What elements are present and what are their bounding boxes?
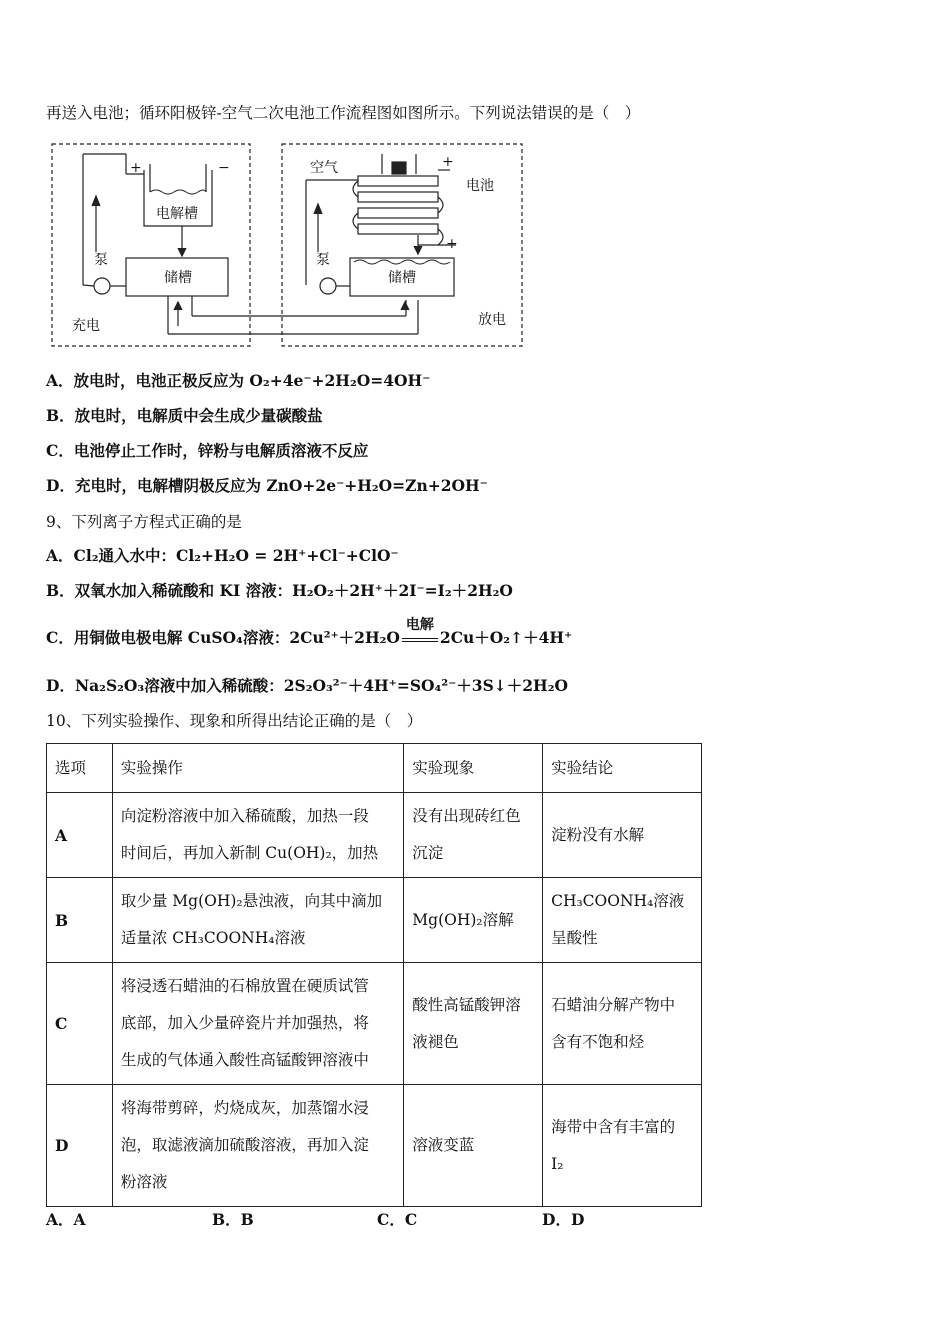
air-label: 空气 [310, 160, 338, 176]
answer-choice-a[interactable]: A．A [46, 1210, 86, 1229]
q9-option-c: C．用铜做电极电解 CuSO₄溶液：2Cu²⁺＋2H₂O 电解 2Cu＋O₂↑＋4H⁺ [46, 617, 573, 647]
table-row: C 将浸透石蜡油的石棉放置在硬质试管 底部，加入少量碎瓷片并加强热，将 生成的气体通入酸性高锰酸钾溶液中 酸性高锰酸钾溶 液褪色 石蜡油分解产物中 含有不饱和烃 [47, 963, 702, 1085]
answer-choice-c[interactable]: C．C [377, 1210, 418, 1229]
answer-choice-b[interactable]: B．B [212, 1210, 254, 1229]
charging-caption: 充电 [72, 318, 100, 334]
table-row: D 将海带剪碎，灼烧成灰，加蒸馏水浸 泡，取滤液滴加硫酸溶液，再加入淀 粉溶液 溶液变蓝 海带中含有丰富的 I₂ [47, 1085, 702, 1207]
q10-stem: 10、下列实验操作、现象和所得出结论正确的是（ ） [46, 712, 423, 730]
q8-option-d: D．充电时，电解槽阴极反应为 ZnO+2e⁻+H₂O=Zn+2OH⁻ [46, 476, 488, 495]
right-storage-label: 储槽 [388, 270, 416, 286]
plus-sign: + [130, 160, 142, 176]
plus-sign-bottom: + [446, 236, 458, 252]
q9-option-a: A．Cl₂通入水中：Cl₂+H₂O = 2H⁺+Cl⁻+ClO⁻ [46, 546, 399, 565]
table-row: B 取少量 Mg(OH)₂悬浊液，向其中滴加 适量浓 CH₃COONH₄溶液 Mg(OH)₂溶解 CH₃COONH₄溶液 呈酸性 [47, 878, 702, 963]
air-inlet [392, 162, 406, 174]
zinc-air-battery-flow-diagram [46, 140, 526, 350]
header-phenomenon: 实验现象 [404, 744, 543, 793]
left-pump [94, 278, 110, 294]
header-conclusion: 实验结论 [543, 744, 702, 793]
q9-option-b: B．双氧水加入稀硫酸和 KI 溶液：H₂O₂＋2H⁺＋2I⁻=I₂＋2H₂O [46, 581, 513, 600]
table-row: A 向淀粉溶液中加入稀硫酸，加热一段 时间后，再加入新制 Cu(OH)₂，加热 没有出现砖红色 沉淀 淀粉没有水解 [47, 793, 702, 878]
left-pump-label: 泵 [94, 252, 108, 268]
q9-option-d: D．Na₂S₂O₃溶液中加入稀硫酸：2S₂O₃²⁻＋4H⁺=SO₄²⁻＋3S↓＋2H₂O [46, 676, 568, 695]
q8-option-b: B．放电时，电解质中会生成少量碳酸盐 [46, 406, 323, 425]
battery-label: 电池 [466, 178, 494, 194]
question-intro: 再送入电池；循环阳极锌-空气二次电池工作流程图如图所示。下列说法错误的是（ ） [46, 104, 641, 122]
table-header-row [47, 744, 702, 793]
left-storage-label: 储槽 [164, 270, 192, 286]
right-pump [320, 278, 336, 294]
header-option: 选项 [47, 744, 113, 793]
minus-sign: − [218, 160, 230, 176]
electrolysis-condition: 电解 [400, 629, 440, 649]
discharging-caption: 放电 [478, 312, 506, 328]
experiment-table [46, 743, 702, 1207]
header-operation: 实验操作 [112, 744, 403, 793]
q8-option-a: A．放电时，电池正极反应为 O₂+4e⁻+2H₂O=4OH⁻ [46, 371, 431, 390]
q8-option-c: C．电池停止工作时，锌粉与电解质溶液不反应 [46, 441, 369, 460]
right-pump-label: 泵 [316, 252, 330, 268]
q9-stem: 9、下列离子方程式正确的是 [46, 513, 242, 531]
answer-choice-d[interactable]: D．D [542, 1210, 585, 1229]
electrolytic-tank-label: 电解槽 [156, 206, 198, 222]
plus-sign-top: + [442, 154, 454, 170]
battery-plate [358, 176, 438, 186]
